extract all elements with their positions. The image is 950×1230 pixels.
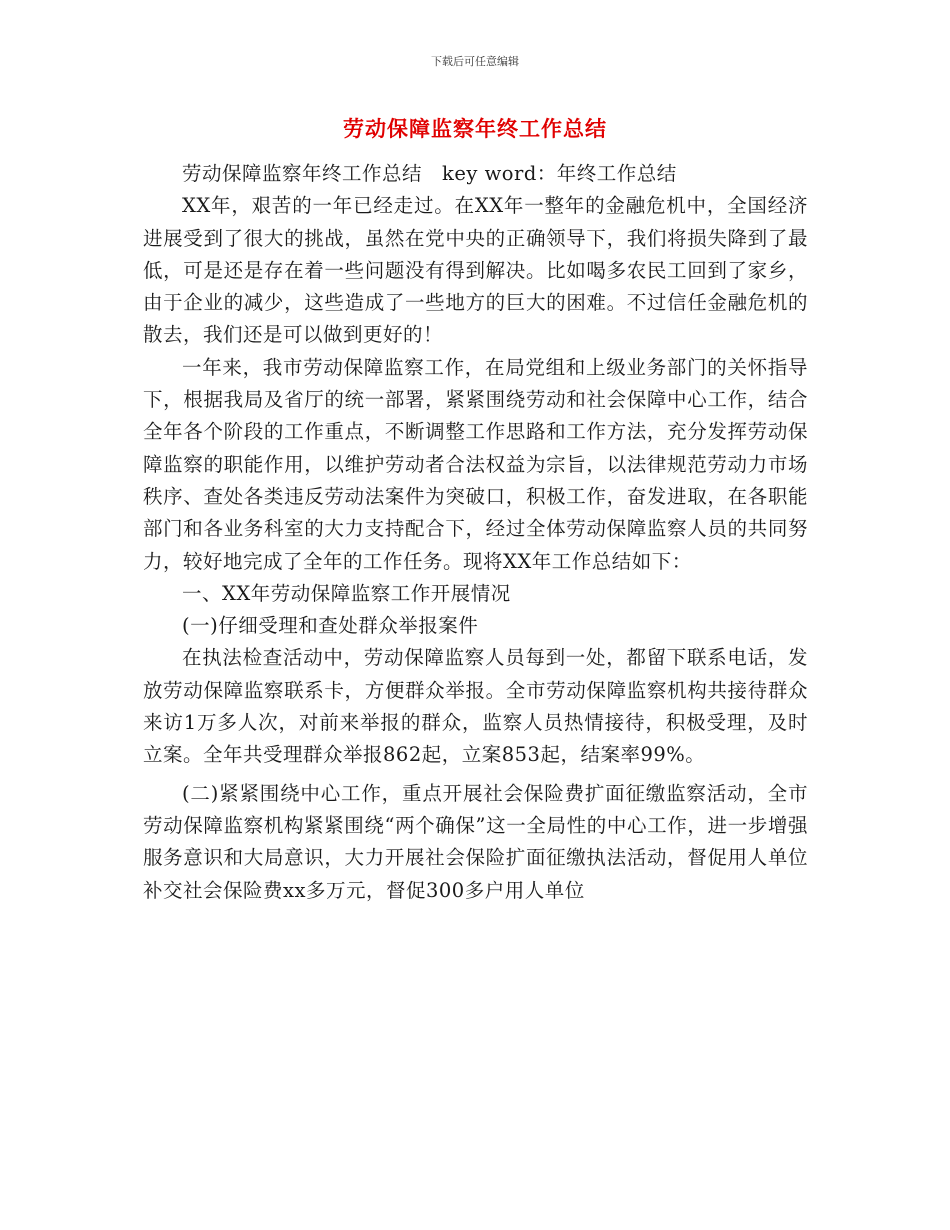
paragraph-overview: XX年，艰苦的一年已经走过。在XX年一整年的金融危机中，全国经济进展受到了很大的挑战，虽然在党中央的正确领导下，我们将损失降到了最低，可是还是存在着一些问题没有得到解决。比如喝多农民工回到了家乡，由于企业的减少，这些造成了一些地方的巨大的困难。不过信任金融危机的散去，我们还是可以做到更好的！ [143,194,808,347]
subsection-heading: (一)仔细受理和查处群众举报案件 [182,614,479,638]
paragraph-insurance: (二)紧紧围绕中心工作，重点开展社会保险费扩面征缴监察活动，全市劳动保障监察机构紧紧围绕“两个确保”这一全局性的中心工作，进一步增强服务意识和大局意识，大力开展社会保险扩面征缴执法活动，督促用人单位补交社会保险费xx多万元，督促300多户用人单位 [143,781,808,902]
section-heading: 一、XX年劳动保障监察工作开展情况 [182,581,511,605]
document-body [143,158,808,907]
header-note: 下载后可任意编辑 [431,55,519,68]
paragraph-intro: 劳动保障监察年终工作总结 key word：年终工作总结 [182,162,677,185]
paragraph-summary: 一年来，我市劳动保障监察工作，在局党组和上级业务部门的关怀指导下，根据我局及省厅的统一部署，紧紧围绕劳动和社会保障中心工作，结合全年各个阶段的工作重点，不断调整工作思路和工作方法，充分发挥劳动保障监察的职能作用，以维护劳动者合法权益为宗旨，以法律规范劳动力市场秩序、查处各类违反劳动法案件为突破口，积极工作，奋发进取，在各职能部门和各业务科室的大力支持配合下，经过全体劳动保障监察人员的共同努力，较好地完成了全年的工作任务。现将XX年工作总结如下： [143,355,808,573]
paragraph-reports: 在执法检查活动中，劳动保障监察人员每到一处，都留下联系电话，发放劳动保障监察联系卡，方便群众举报。全市劳动保障监察机构共接待群众来访1万多人次，对前来举报的群众，监察人员热情接待，积极受理，及时立案。全年共受理群众举报862起，立案853起，结案率99%。 [143,646,808,767]
document-title: 劳动保障监察年终工作总结 [343,117,607,141]
